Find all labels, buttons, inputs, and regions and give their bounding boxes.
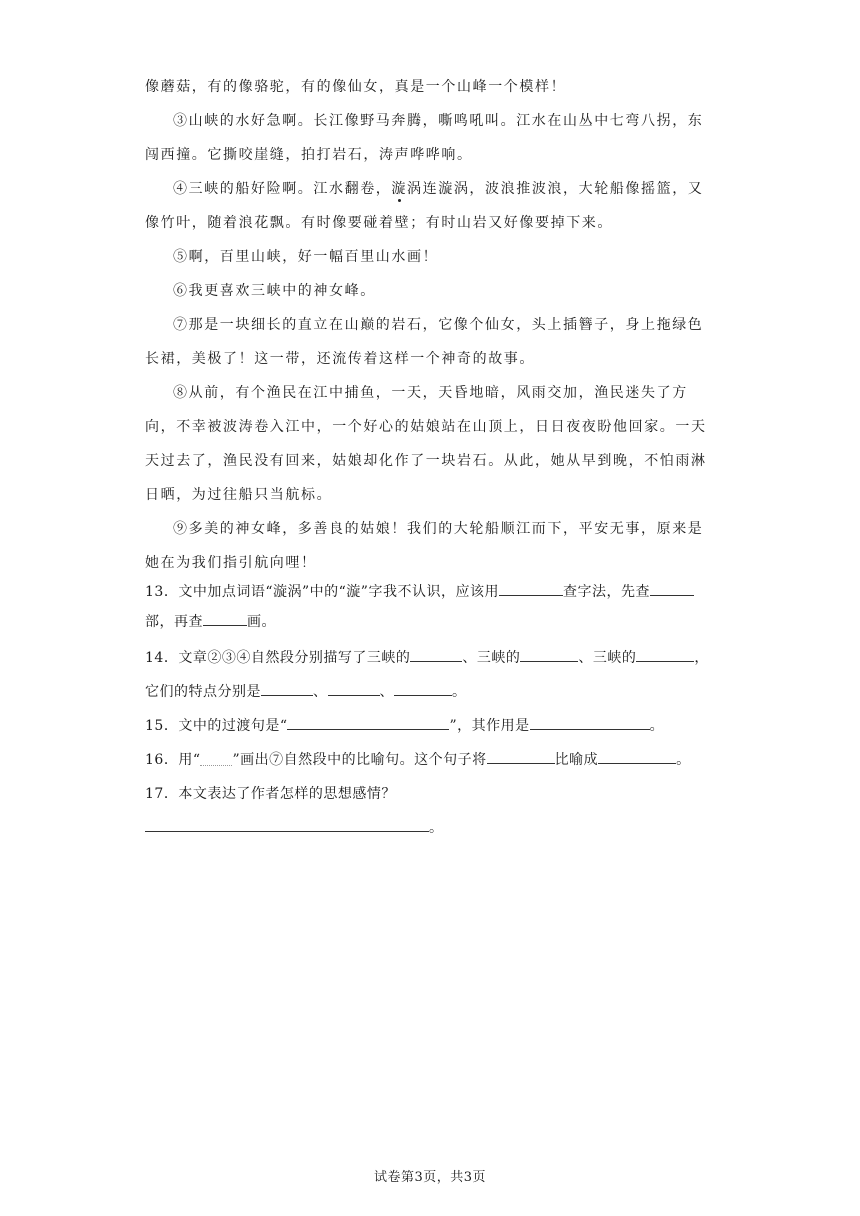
page-footer: 试卷第3页，共3页 xyxy=(373,1170,487,1185)
question-13-line-1 xyxy=(145,582,694,602)
wavy-underline-sample xyxy=(200,755,232,766)
q14-blank-1[interactable] xyxy=(410,648,462,662)
q13-blank-method[interactable] xyxy=(499,582,563,596)
q15-text-c: 。 xyxy=(649,718,665,734)
q15-blank-function[interactable] xyxy=(530,716,650,730)
dotted-char: 漩 xyxy=(391,181,408,197)
q16-text-a: 16．用“ xyxy=(145,752,201,768)
q14-blank-4[interactable] xyxy=(261,682,313,696)
q16-blank-object[interactable] xyxy=(598,750,676,764)
q14-text-b: 、三峡的 xyxy=(462,650,521,666)
q16-text-b: ”画出⑦自然段中的比喻句。这个句子将 xyxy=(232,752,487,768)
question-17-answer-line xyxy=(145,818,444,838)
q13-text-c: 部，再查 xyxy=(145,614,203,630)
q13-text-a: 13．文中加点词语“漩涡”中的“漩”字我不认识，应该用 xyxy=(145,584,499,600)
question-13-line-2 xyxy=(145,612,276,632)
passage-para-8: ⑧从前，有个渔民在江中捕鱼，一天，天昏地暗，风雨交加，渔民迷失了方向，不幸被波涛卷入江中，一个好心的姑娘站在山顶上，日日夜夜盼他回家。一天天过去了，渔民没有回来，姑娘却化作了一块岩石。从此，她从早到晚，不怕雨淋日晒，为过往船只当航标。 xyxy=(145,385,707,503)
q16-blank-subject[interactable] xyxy=(487,750,555,764)
q16-text-d: 。 xyxy=(676,752,691,768)
q15-text-b: ”，其作用是 xyxy=(449,718,530,734)
q17-text-end: 。 xyxy=(429,820,444,836)
q14-text-c: 、三峡的 xyxy=(578,650,637,666)
q14-text-a: 14．文章②③④自然段分别描写了三峡的 xyxy=(145,650,411,666)
q16-text-c: 比喻成 xyxy=(554,752,599,768)
question-15 xyxy=(145,716,664,736)
passage-para-4 xyxy=(145,172,715,240)
q14-text-d: ， xyxy=(694,650,709,666)
question-14-line-2 xyxy=(145,682,467,702)
q15-blank-transition[interactable] xyxy=(287,716,449,730)
q14-text-e: 它们的特点分别是 xyxy=(145,684,261,700)
q17-blank-answer[interactable] xyxy=(145,818,429,832)
q14-text-g: 、 xyxy=(379,684,394,700)
passage-para-9: ⑨多美的神女峰，多善良的姑娘！我们的大轮船顺江而下，平安无事，原来是她在为我们指引航向哩！ xyxy=(145,521,704,571)
q14-blank-3[interactable] xyxy=(636,648,694,662)
passage-para-6: ⑥我更喜欢三峡中的神女峰。 xyxy=(173,283,376,299)
q13-blank-strokes[interactable] xyxy=(203,612,247,626)
q14-blank-2[interactable] xyxy=(520,648,578,662)
passage-line-top: 像蘑菇，有的像骆驼，有的像仙女，真是一个山峰一个模样！ xyxy=(145,79,567,95)
q14-text-f: 、 xyxy=(313,684,328,700)
q13-blank-radical[interactable] xyxy=(650,582,694,596)
passage-para-3: ③山峡的水好急啊。长江像野马奔腾，嘶鸣吼叫。江水在山丛中七弯八拐，东闯西撞。它撕咬崖缝，拍打岩石，涛声哗哗响。 xyxy=(145,113,704,163)
q14-text-h: 。 xyxy=(452,684,467,700)
q13-text-b: 查字法，先查 xyxy=(562,584,650,600)
question-14-line-1 xyxy=(145,648,709,668)
q14-blank-6[interactable] xyxy=(394,682,452,696)
question-17: 17．本文表达了作者怎样的思想感情？ xyxy=(145,786,396,802)
q13-text-d: 画。 xyxy=(247,614,276,630)
q15-text-a: 15．文中的过渡句是“ xyxy=(145,718,288,734)
passage-para-7: ⑦那是一块细长的直立在山巅的岩石，它像个仙女，头上插簪子，身上拖绿色长裙，美极了！这一带，还流传着这样一个神奇的故事。 xyxy=(145,317,704,367)
passage-para-5: ⑤啊，百里山峡，好一幅百里山水画！ xyxy=(173,249,439,265)
question-16 xyxy=(145,750,691,770)
para4-text-c: 涡连漩涡，波浪推波浪，大轮船像摇篮，又像竹叶，随着浪花飘。有时像要碰着壁；有时山岩又好像要掉下来。 xyxy=(145,181,704,231)
q14-blank-5[interactable] xyxy=(328,682,380,696)
para4-text-a: ④三峡的船好险啊。江水翻卷， xyxy=(173,181,392,197)
